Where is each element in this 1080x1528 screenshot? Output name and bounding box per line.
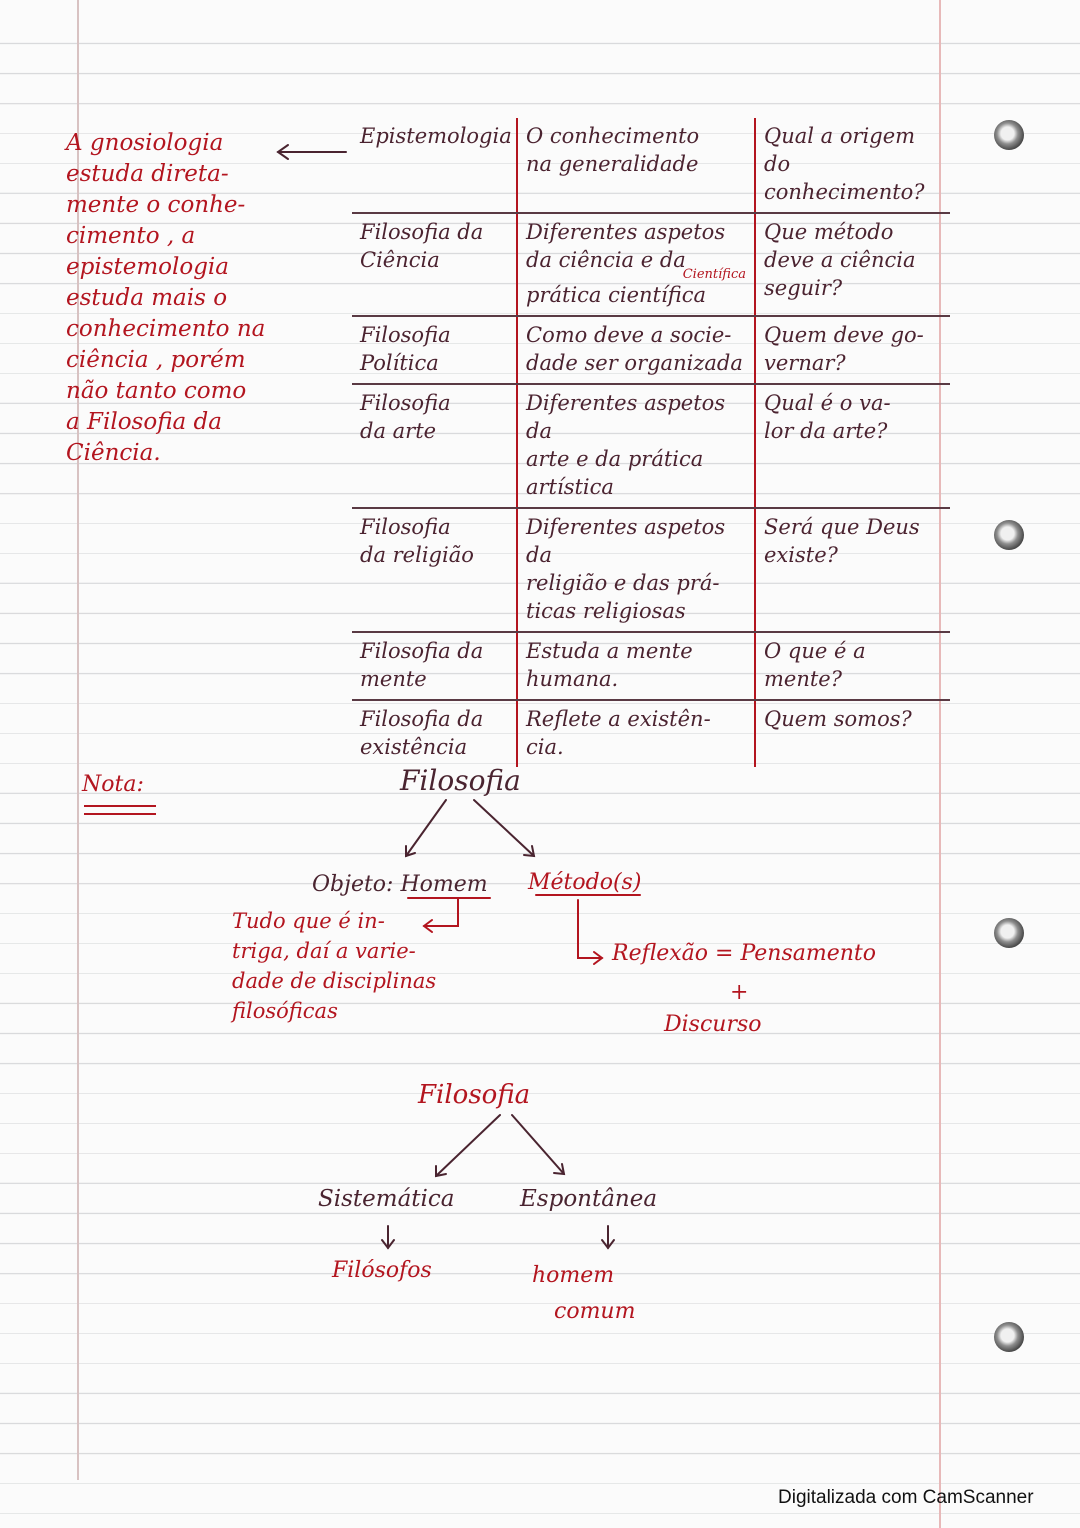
- cell-line: Diferentes aspetos: [526, 220, 726, 244]
- note-line: Tudo que é in-: [232, 909, 385, 933]
- cell-line: Estuda a mente: [526, 639, 693, 663]
- cell-line: O que é a: [764, 639, 866, 663]
- side-note-line: mente o conhe-: [66, 192, 246, 218]
- note-line: filosóficas: [232, 999, 338, 1023]
- tree2-root: Filosofia: [418, 1080, 531, 1110]
- leaf-line: comum: [554, 1299, 636, 1324]
- leaf-line: homem: [532, 1263, 615, 1288]
- branch-line: [436, 1115, 500, 1176]
- plus-sign: +: [730, 980, 749, 1005]
- side-note-line: Ciência.: [66, 440, 161, 466]
- cell-line: ticas religiosas: [526, 599, 686, 623]
- tree1-left: Objeto: Homem: [312, 872, 488, 897]
- side-note-line: não tanto como: [66, 378, 247, 404]
- cell-line: Qual a origem: [764, 124, 916, 148]
- cell-line: Como deve a socie-: [526, 323, 732, 347]
- cell-line: vernar?: [764, 351, 846, 375]
- tree1-right-note: Reflexão = Pensamento: [612, 941, 877, 966]
- cell-line: Quem somos?: [764, 707, 912, 731]
- side-note-line: estuda direta-: [66, 161, 229, 187]
- cell-line: Diferentes aspetos da: [526, 515, 726, 567]
- side-note-line: ciência , porém: [66, 347, 246, 373]
- cell-line: Filosofia da: [360, 707, 484, 731]
- cell-line: na generalidade: [526, 152, 699, 176]
- correction-note: Científica: [682, 267, 746, 282]
- tree1-right: Método(s): [528, 870, 642, 895]
- tree2-left-leaf: Filósofos: [332, 1258, 432, 1283]
- cell-line: lor da arte?: [764, 419, 888, 443]
- side-note-line: epistemologia: [66, 254, 229, 280]
- cell-line: da arte: [360, 419, 437, 443]
- cell-line: existência: [360, 735, 468, 759]
- cell-line: Filosofia: [360, 323, 451, 347]
- cell-line: mente: [360, 667, 427, 691]
- cell-line: humana.: [526, 667, 619, 691]
- side-note-line: estuda mais o: [66, 285, 228, 311]
- cell-line: Política: [360, 351, 439, 375]
- hook-arrow: [578, 900, 602, 958]
- nota-label: Nota:: [82, 772, 144, 797]
- side-note-line: A gnosiologia: [66, 130, 224, 156]
- cell-line: dade ser organizada: [526, 351, 743, 375]
- cell-line: da religião: [360, 543, 474, 567]
- cell-line: Que método: [764, 220, 894, 244]
- cell-line: Filosofia da: [360, 639, 484, 663]
- cell-line: deve a ciência: [764, 248, 916, 272]
- cell-line: Qual é o va-: [764, 391, 891, 415]
- cell-line: da ciência e da: [526, 248, 686, 272]
- cell-line: cia.: [526, 735, 564, 759]
- cell-line: do conhecimento?: [764, 152, 925, 204]
- note-line: dade de disciplinas: [232, 969, 437, 993]
- cell-line: Ciência: [360, 248, 440, 272]
- cell-line: artística: [526, 475, 614, 499]
- cell-line: Filosofia: [360, 515, 451, 539]
- cell-line: Será que Deus: [764, 515, 920, 539]
- scanner-watermark: Digitalizada com CamScanner: [778, 1487, 1034, 1508]
- cell-line: existe?: [764, 543, 838, 567]
- branch-line: [512, 1115, 564, 1174]
- cell-line: Filosofia da: [360, 220, 484, 244]
- cell-line: O conhecimento: [526, 124, 700, 148]
- tree1-root: Filosofia: [400, 764, 521, 797]
- cell-line: Filosofia: [360, 391, 451, 415]
- side-note-line: a Filosofia da: [66, 409, 222, 435]
- branch-line: [406, 800, 446, 856]
- cell-line: Reflete a existên-: [526, 707, 711, 731]
- cell-line: mente?: [764, 667, 842, 691]
- tree2-right: Espontânea: [520, 1186, 658, 1212]
- cell-line: seguir?: [764, 276, 843, 300]
- cell-line: religião e das prá-: [526, 571, 720, 595]
- side-note-line: conhecimento na: [66, 316, 266, 342]
- cell-line: arte e da prática: [526, 447, 704, 471]
- branch-line: [474, 800, 534, 856]
- cell-line: Diferentes aspetos da: [526, 391, 726, 443]
- tree1-right-note2: Discurso: [664, 1012, 762, 1037]
- tree2-left: Sistemática: [318, 1186, 455, 1212]
- side-note-line: cimento , a: [66, 223, 196, 249]
- cell-line: prática científica: [526, 283, 706, 307]
- note-line: triga, daí a varie-: [232, 939, 416, 963]
- cell-line: Quem deve go-: [764, 323, 924, 347]
- cell-line: Epistemologia: [360, 124, 512, 148]
